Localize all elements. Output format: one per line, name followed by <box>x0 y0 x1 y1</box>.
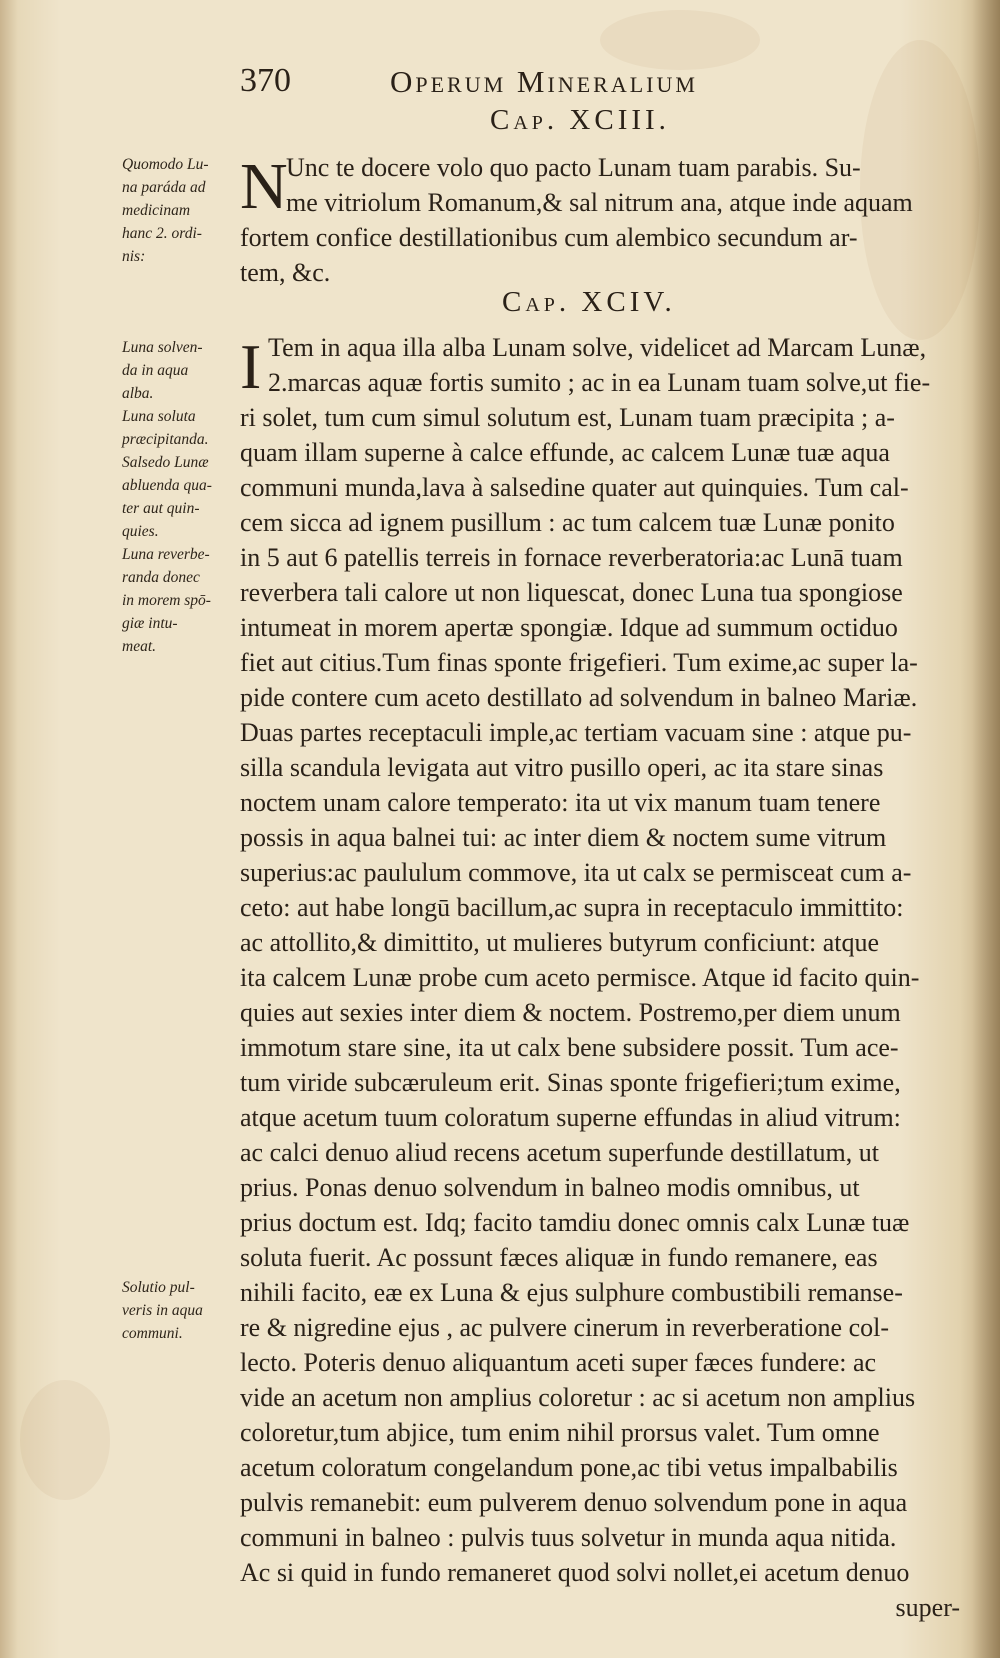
text-line: atque acetum tuum coloratum superne effundas in aliud vitrum: <box>240 1103 901 1132</box>
text-line: tem, &c. <box>240 258 331 287</box>
text-line: pide contere cum aceto destillato ad solvendum in balneo Mariæ. <box>240 683 918 712</box>
text-line: Tem in aqua illa alba Lunam solve, videlicet ad Marcam Lunæ, <box>268 333 927 362</box>
text-line: coloretur,tum abjice, tum enim nihil prorsus valet. Tum omne <box>240 1418 880 1447</box>
text-line: communi munda,lava à salsedine quater aut quinquies. Tum cal- <box>240 473 909 502</box>
text-line: nihili facito, eæ ex Luna & ejus sulphure combustibili remanse- <box>240 1278 903 1307</box>
text-line: soluta fuerit. Ac possunt fæces aliquæ in fundo remanere, eas <box>240 1243 878 1272</box>
text-line: ac calci denuo aliud recens acetum superfunde destillatum, ut <box>240 1138 879 1167</box>
text-line: lecto. Poteris denuo aliquantum aceti super fæces fundere: ac <box>240 1348 877 1377</box>
page-number: 370 <box>240 62 291 99</box>
text-line: pulvis remanebit: eum pulverem denuo solvendum pone in aqua <box>240 1488 908 1517</box>
text-line: in 5 aut 6 patellis terreis in fornace reverberatoria:ac Lunā tuam <box>240 543 903 572</box>
chapter-heading-93: Cap. XCIII. <box>490 104 670 136</box>
text-line: fiet aut citius.Tum finas sponte frigefieri. Tum exime,ac super la- <box>240 648 918 677</box>
text-line: noctem unam calore temperato: ita ut vix manum tuam tenere <box>240 788 881 817</box>
text-line: fortem confice destillationibus cum alembico secundum ar- <box>240 223 858 252</box>
chapter-94-body <box>240 330 960 1625</box>
text-line: silla scandula levigata aut vitro pusillo operi, ac ita stare sinas <box>240 753 884 782</box>
text-line: 2.marcas aquæ fortis sumito ; ac in ea Lunam tuam solve,ut fie- <box>268 368 931 397</box>
text-line: ita calcem Lunæ probe cum aceto permisce. Atque id facito quin- <box>240 963 920 992</box>
text-line: ceto: aut habe longū bacillum,ac supra in receptaculo immittito: <box>240 893 904 922</box>
margin-note-luna-parada: Quomodo Lu- na paráda ad medicinam hanc 2. ordi- nis: <box>122 156 209 265</box>
text-line: re & nigredine ejus , ac pulvere cinerum in reverberatione col- <box>240 1313 889 1342</box>
text-line: acetum coloratum congelandum pone,ac tibi vetus impalbabilis <box>240 1453 898 1482</box>
text-line: Unc te docere volo quo pacto Lunam tuam parabis. Su- <box>286 153 861 182</box>
chapter-93-body <box>240 150 960 290</box>
text-line: me vitriolum Romanum,& sal nitrum ana, atque inde aquam <box>286 188 913 217</box>
text-line: Duas partes receptaculi imple,ac tertiam vacuam sine : atque pu- <box>240 718 912 747</box>
text-line: ac attollito,& dimittito, ut mulieres butyrum conficiunt: atque <box>240 928 880 957</box>
text-line: ri solet, tum cum simul solutum est, Lunam tuam præcipita ; a- <box>240 403 895 432</box>
text-line: quam illam superne à calce effunde, ac calcem Lunæ tuæ aqua <box>240 438 890 467</box>
catchword: super- <box>895 1593 960 1622</box>
text-line: superius:ac paululum commove, ita ut calx se permisceat cum a- <box>240 858 912 887</box>
text-line: quies aut sexies inter diem & noctem. Postremo,per diem unum <box>240 998 901 1027</box>
text-line: prius doctum est. Idq; facito tamdiu donec omnis calx Lunæ tuæ <box>240 1208 910 1237</box>
running-head <box>240 62 820 102</box>
text-line: reverbera tali calore ut non liquescat, donec Luna tua spongiose <box>240 578 903 607</box>
text-line: cem sicca ad ignem pusillum : ac tum calcem tuæ Lunæ ponito <box>240 508 895 537</box>
text-line: intumeat in morem apertæ spongiæ. Idque ad summum octiduo <box>240 613 898 642</box>
chapter-heading-94: Cap. XCIV. <box>502 286 676 318</box>
text-line: possis in aqua balnei tui: ac inter diem & noctem sume vitrum <box>240 823 887 852</box>
text-line: communi in balneo : pulvis tuus solvetur in munda aqua nitida. <box>240 1523 897 1552</box>
running-title: Operum Mineralium <box>390 64 698 99</box>
drop-cap-n: N <box>240 150 288 223</box>
margin-note-solutio: Solutio pul- veris in aqua communi. <box>122 1279 203 1342</box>
text-line: vide an acetum non amplius coloretur : ac si acetum non amplius <box>240 1383 916 1412</box>
margin-note-luna-solvenda: Luna solven- da in aqua alba. Luna soluta præcipitanda. Salsedo Lunæ abluenda qua- ter aut quin- quies. Luna reverbe- randa donec in morem spō- giæ intu- meat. <box>122 339 212 655</box>
text-line: tum viride subcæruleum erit. Sinas sponte frigefieri;tum exime, <box>240 1068 901 1097</box>
text-line: immotum stare sine, ita ut calx bene subsidere possit. Tum ace- <box>240 1033 899 1062</box>
text-line: Ac si quid in fundo remaneret quod solvi nollet,ei acetum denuo <box>240 1558 910 1587</box>
text-line: prius. Ponas denuo solvendum in balneo modis omnibus, ut <box>240 1173 860 1202</box>
drop-cap-i: I <box>240 331 262 402</box>
